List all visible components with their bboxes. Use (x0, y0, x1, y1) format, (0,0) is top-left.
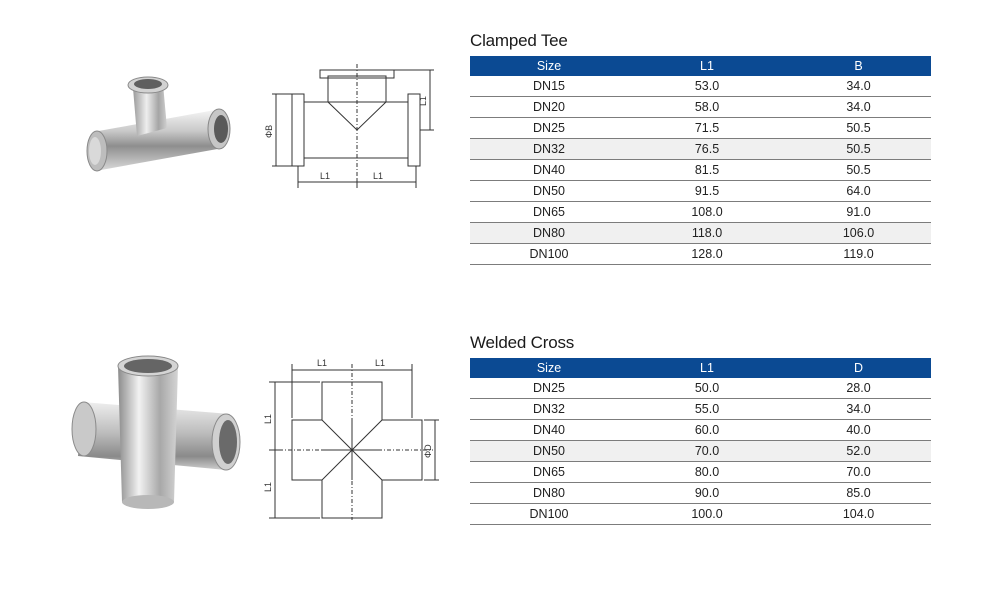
table-row (470, 441, 931, 462)
cell-d: 40.0 (786, 420, 931, 441)
cell-b: 64.0 (786, 181, 931, 202)
cell-size: DN100 (470, 504, 628, 525)
cell-b: 34.0 (786, 97, 931, 118)
dim-l1-top-right: L1 (375, 358, 386, 368)
table-row (470, 97, 931, 118)
table-row (470, 76, 931, 97)
table-header-row (470, 358, 931, 378)
table-row (470, 202, 931, 223)
column-header-size: Size (470, 56, 628, 76)
table-row (470, 462, 931, 483)
cell-l1: 81.5 (628, 160, 786, 181)
cell-b: 50.5 (786, 139, 931, 160)
table-row (470, 223, 931, 244)
table-row (470, 399, 931, 420)
table-row (470, 181, 931, 202)
cell-size: DN32 (470, 139, 628, 160)
cell-size: DN40 (470, 160, 628, 181)
cell-size: DN80 (470, 483, 628, 504)
cell-size: DN80 (470, 223, 628, 244)
welded-cross-title: Welded Cross (470, 333, 575, 352)
column-header-size: Size (470, 358, 628, 378)
clamped-tee-photo (75, 70, 235, 200)
cell-d: 28.0 (786, 378, 931, 399)
cell-size: DN100 (470, 244, 628, 265)
cell-b: 50.5 (786, 160, 931, 181)
table-row (470, 504, 931, 525)
cell-l1: 60.0 (628, 420, 786, 441)
table-row (470, 378, 931, 399)
cell-size: DN25 (470, 378, 628, 399)
cell-size: DN40 (470, 420, 628, 441)
cell-b: 34.0 (786, 76, 931, 97)
cell-d: 104.0 (786, 504, 931, 525)
cell-l1: 118.0 (628, 223, 786, 244)
cell-l1: 108.0 (628, 202, 786, 223)
welded-cross-drawing (257, 352, 447, 522)
table-row (470, 244, 931, 265)
welded-cross-table (470, 358, 931, 525)
cell-size: DN20 (470, 97, 628, 118)
table-header-row (470, 56, 931, 76)
cell-size: DN50 (470, 441, 628, 462)
cell-l1: 91.5 (628, 181, 786, 202)
cell-l1: 70.0 (628, 441, 786, 462)
column-header-b: B (786, 56, 931, 76)
cell-size: DN65 (470, 462, 628, 483)
cell-l1: 53.0 (628, 76, 786, 97)
dim-l1-side-bottom: L1 (263, 481, 273, 492)
cell-size: DN15 (470, 76, 628, 97)
cell-b: 119.0 (786, 244, 931, 265)
column-header-d: D (786, 358, 931, 378)
table-row (470, 139, 931, 160)
table-row (470, 160, 931, 181)
cell-size: DN65 (470, 202, 628, 223)
cell-l1: 50.0 (628, 378, 786, 399)
dim-phi-d: ΦD (423, 444, 433, 458)
table-row (470, 118, 931, 139)
cell-size: DN32 (470, 399, 628, 420)
table-row (470, 420, 931, 441)
dim-l1-right: L1 (373, 171, 384, 181)
cell-d: 52.0 (786, 441, 931, 462)
cell-l1: 90.0 (628, 483, 786, 504)
clamped-tee-table (470, 56, 931, 265)
cell-d: 34.0 (786, 399, 931, 420)
dim-l1-left: L1 (320, 171, 331, 181)
cell-b: 50.5 (786, 118, 931, 139)
cell-d: 70.0 (786, 462, 931, 483)
dim-l1-top-left: L1 (317, 358, 328, 368)
clamped-tee-section (0, 0, 1000, 300)
welded-cross-section (0, 300, 1000, 604)
cell-b: 106.0 (786, 223, 931, 244)
cell-l1: 76.5 (628, 139, 786, 160)
clamped-tee-drawing (262, 62, 442, 202)
column-header-l1: L1 (628, 56, 786, 76)
dim-l1-height: L1 (418, 95, 428, 106)
column-header-l1: L1 (628, 358, 786, 378)
clamped-tee-title: Clamped Tee (470, 31, 568, 50)
table-row (470, 483, 931, 504)
cell-size: DN50 (470, 181, 628, 202)
cell-l1: 71.5 (628, 118, 786, 139)
cell-l1: 80.0 (628, 462, 786, 483)
cell-l1: 55.0 (628, 399, 786, 420)
dim-l1-side-top: L1 (263, 413, 273, 424)
cell-l1: 100.0 (628, 504, 786, 525)
cell-l1: 58.0 (628, 97, 786, 118)
welded-cross-photo (70, 352, 250, 512)
dim-phi-b: ΦB (264, 124, 274, 138)
cell-b: 91.0 (786, 202, 931, 223)
cell-d: 85.0 (786, 483, 931, 504)
cell-l1: 128.0 (628, 244, 786, 265)
cell-size: DN25 (470, 118, 628, 139)
